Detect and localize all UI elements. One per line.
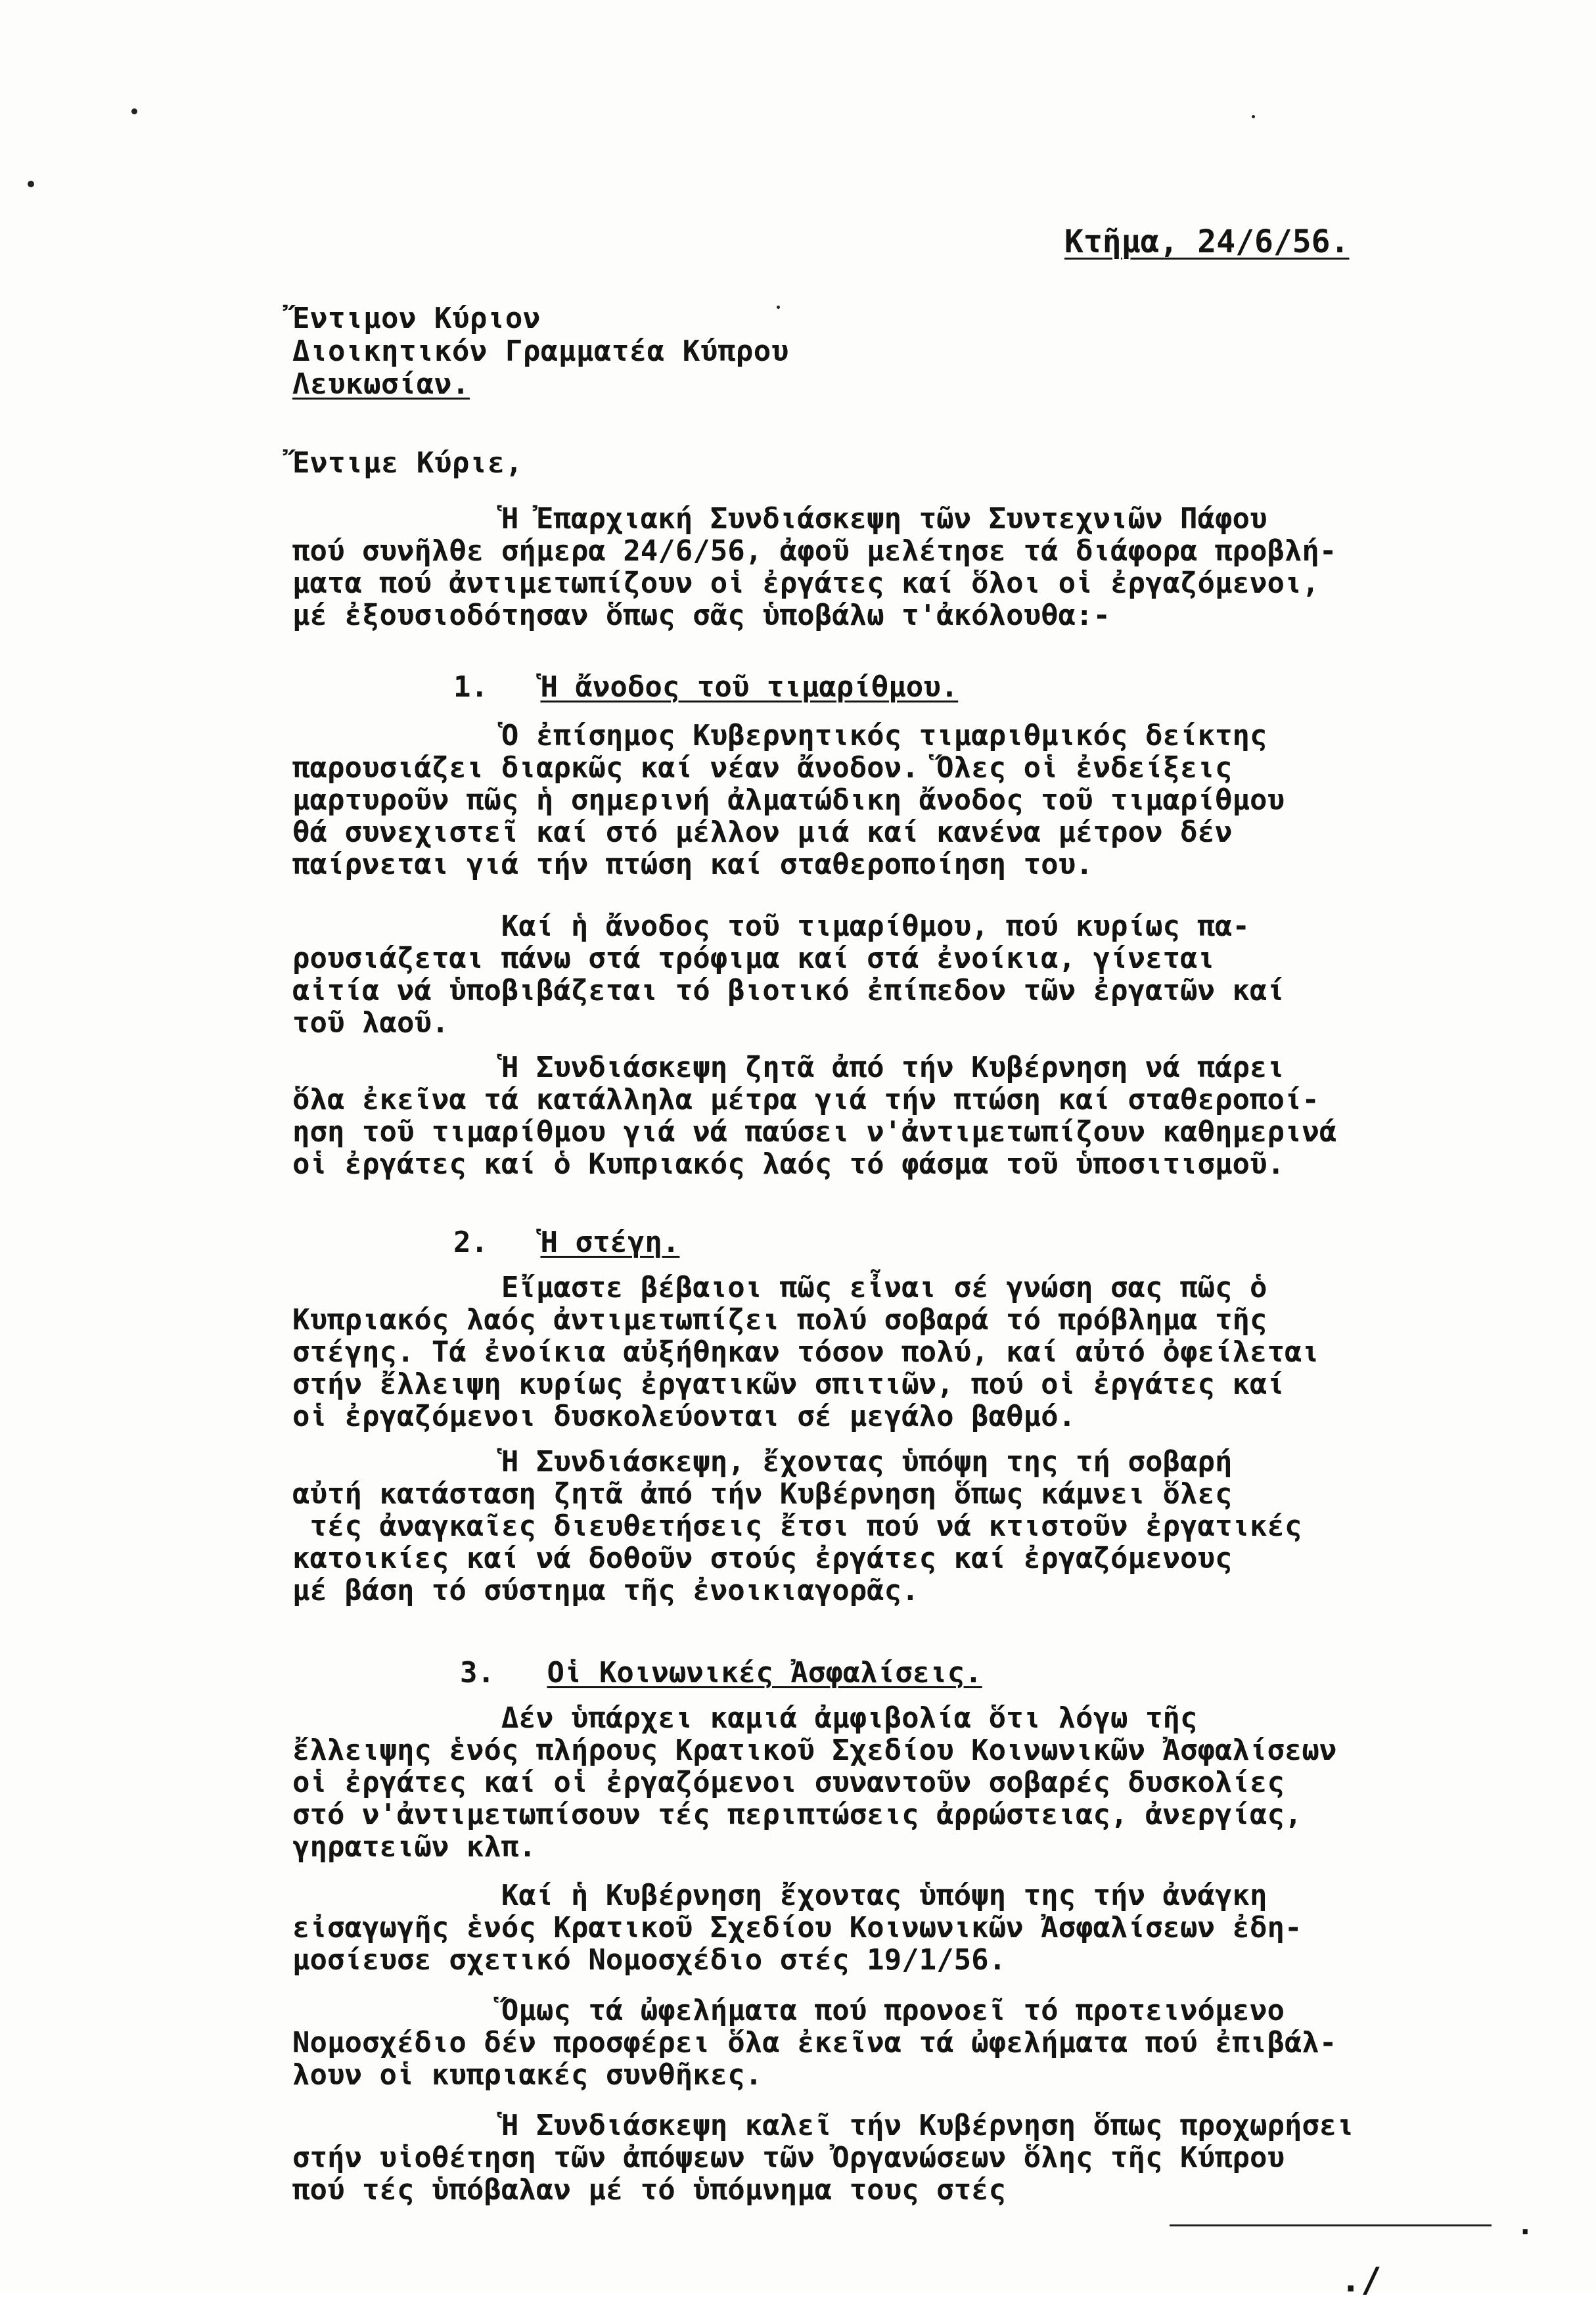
section-3-heading [460, 1656, 982, 1690]
end-dot: . [1516, 2208, 1534, 2242]
recipient-line-1: Ἔντιμον Κύριον [292, 302, 541, 335]
recipient-line-2: Διοικητικόν Γραμματέα Κύπρου [292, 334, 789, 368]
section-2-paragraph-2: Ἡ Συνδιάσκεψη, ἔχοντας ὑπόψη της τή σοβαρή αὐτή κατάσταση ζητᾶ ἀπό τήν Κυβέρνηση ὅπως κάμνει ὅλες τές ἀναγκαῖες διευθετήσεις ἔτσι πού νά κτιστοῦν ἐργατικές κατοικίες καί νά δοθοῦν στούς ἐργάτες καί ἐργαζόμενους μέ βάση τό σύστημα τῆς ἐνοικιαγορᾶς. [292, 1445, 1302, 1607]
intro-paragraph: Ἡ Ἐπαρχιακή Συνδιάσκεψη τῶν Συντεχνιῶν Πάφου πού συνῆλθε σήμερα 24/6/56, ἀφοῦ μελέτησε τά διάφορα προβλή- ματα πού ἀντιμετωπίζουν οἱ ἐργάτες καί ὅλοι οἱ ἐργαζόμενοι, μέ ἐξουσιοδότησαν ὅπως σᾶς ὑποβάλω τ'ἀκόλουθα:- [292, 502, 1337, 632]
section-title: Οἱ Κοινωνικές Ἀσφαλίσεις. [547, 1656, 982, 1690]
paper-speck [131, 108, 137, 114]
section-2-heading [453, 1226, 679, 1259]
section-1-paragraph-3: Ἡ Συνδιάσκεψη ζητᾶ ἀπό τήν Κυβέρνηση νά πάρει ὅλα ἐκεῖνα τά κατάλληλα μέτρα γιά τήν πτώση καί σταθεροποί- ηση τοῦ τιμαρίθμου γιά νά παύσει ν'ἀντιμετωπίζουν καθημερινά οἱ ἐργάτες καί ὁ Κυπριακός λαός τό φάσμα τοῦ ὑποσιτισμοῦ. [292, 1051, 1337, 1181]
section-3-paragraph-1: Δέν ὑπάρχει καμιά ἀμφιβολία ὅτι λόγω τῆς ἔλλειψης ἑνός πλήρους Κρατικοῦ Σχεδίου Κοινωνικῶν Ἀσφαλίσεων οἱ ἐργάτες καί οἱ ἐργαζόμενοι συναντοῦν σοβαρές δυσκολίες στό ν'ἀντιμετωπίσουν τές περιπτώσεις ἀρρώστειας, ἀνεργίας, γηρατειῶν κλπ. [292, 1701, 1337, 1864]
paper-speck [1252, 115, 1255, 118]
section-number: 3. [460, 1656, 495, 1690]
section-3-paragraph-3: Ὅμως τά ὠφελήματα πού προνοεῖ τό προτεινόμενο Νομοσχέδιο δέν προσφέρει ὅλα ἐκεῖνα τά ὠφελήματα πού ἐπιβάλ- λουν οἱ κυπριακές συνθῆκες. [292, 1994, 1337, 2092]
recipient-line-3: Λευκωσίαν. [292, 367, 470, 401]
letter-date: Κτῆμα, 24/6/56. [1064, 223, 1350, 260]
section-number: 1. [453, 670, 488, 704]
section-1-paragraph-1: Ὁ ἐπίσημος Κυβερνητικός τιμαριθμικός δείκτης παρουσιάζει διαρκῶς καί νέαν ἄνοδον. Ὅλες οἱ ἐνδείξεις μαρτυροῦν πῶς ἡ σημερινή ἀλματώδικη ἄνοδος τοῦ τιμαρίθμου θά συνεχιστεῖ καί στό μέλλον μιά καί κανένα μέτρον δέν παίρνεται γιά τήν πτώση καί σταθεροποίηση του. [292, 719, 1285, 881]
section-3-paragraph-4: Ἡ Συνδιάσκεψη καλεῖ τήν Κυβέρνηση ὅπως προχωρήσει στήν υἱοθέτηση τῶν ἀπόψεων τῶν Ὀργανώσεων ὅλης τῆς Κύπρου πού τές ὑπόβαλαν μέ τό ὑπόμνημα τους στές [292, 2109, 1354, 2207]
section-2-paragraph-1: Εἴμαστε βέβαιοι πῶς εἶναι σέ γνώση σας πῶς ὁ Κυπριακός λαός ἀντιμετωπίζει πολύ σοβαρά τό πρόβλημα τῆς στέγης. Τά ἐνοίκια αὐξήθηκαν τόσον πολύ, καί αὐτό ὀφείλεται στήν ἔλλειψη κυρίως ἐργατικῶν σπιτιῶν, πού οἱ ἐργάτες καί οἱ ἐργαζόμενοι δυσκολεύονται σέ μεγάλο βαθμό. [292, 1271, 1319, 1433]
salutation: Ἔντιμε Κύριε, [292, 446, 523, 480]
section-title: Ἡ ἄνοδος τοῦ τιμαρίθμου. [540, 670, 959, 704]
section-title: Ἡ στέγη. [540, 1226, 680, 1259]
date-blank-line [1170, 2224, 1492, 2226]
section-3-paragraph-2: Καί ἡ Κυβέρνηση ἔχοντας ὑπόψη της τήν ἀνάγκη εἰσαγωγῆς ἑνός Κρατικοῦ Σχεδίου Κοινωνικῶν Ἀσφαλίσεων ἐδη- μοσίευσε σχετικό Νομοσχέδιο στές 19/1/56. [292, 1879, 1302, 1977]
section-1-heading [453, 670, 958, 704]
recipient-address [292, 302, 789, 401]
section-number: 2. [453, 1226, 488, 1259]
paper-speck [28, 181, 34, 187]
section-1-paragraph-2: Καί ἡ ἄνοδος τοῦ τιμαρίθμου, πού κυρίως πα- ρουσιάζεται πάνω στά τρόφιμα καί στά ἐνοίκια, γίνεται αἰτία νά ὑποβιβάζεται τό βιοτικό ἐπίπεδον τῶν ἐργατῶν καί τοῦ λαοῦ. [292, 909, 1285, 1040]
continuation-mark: ./ [1340, 2261, 1382, 2300]
